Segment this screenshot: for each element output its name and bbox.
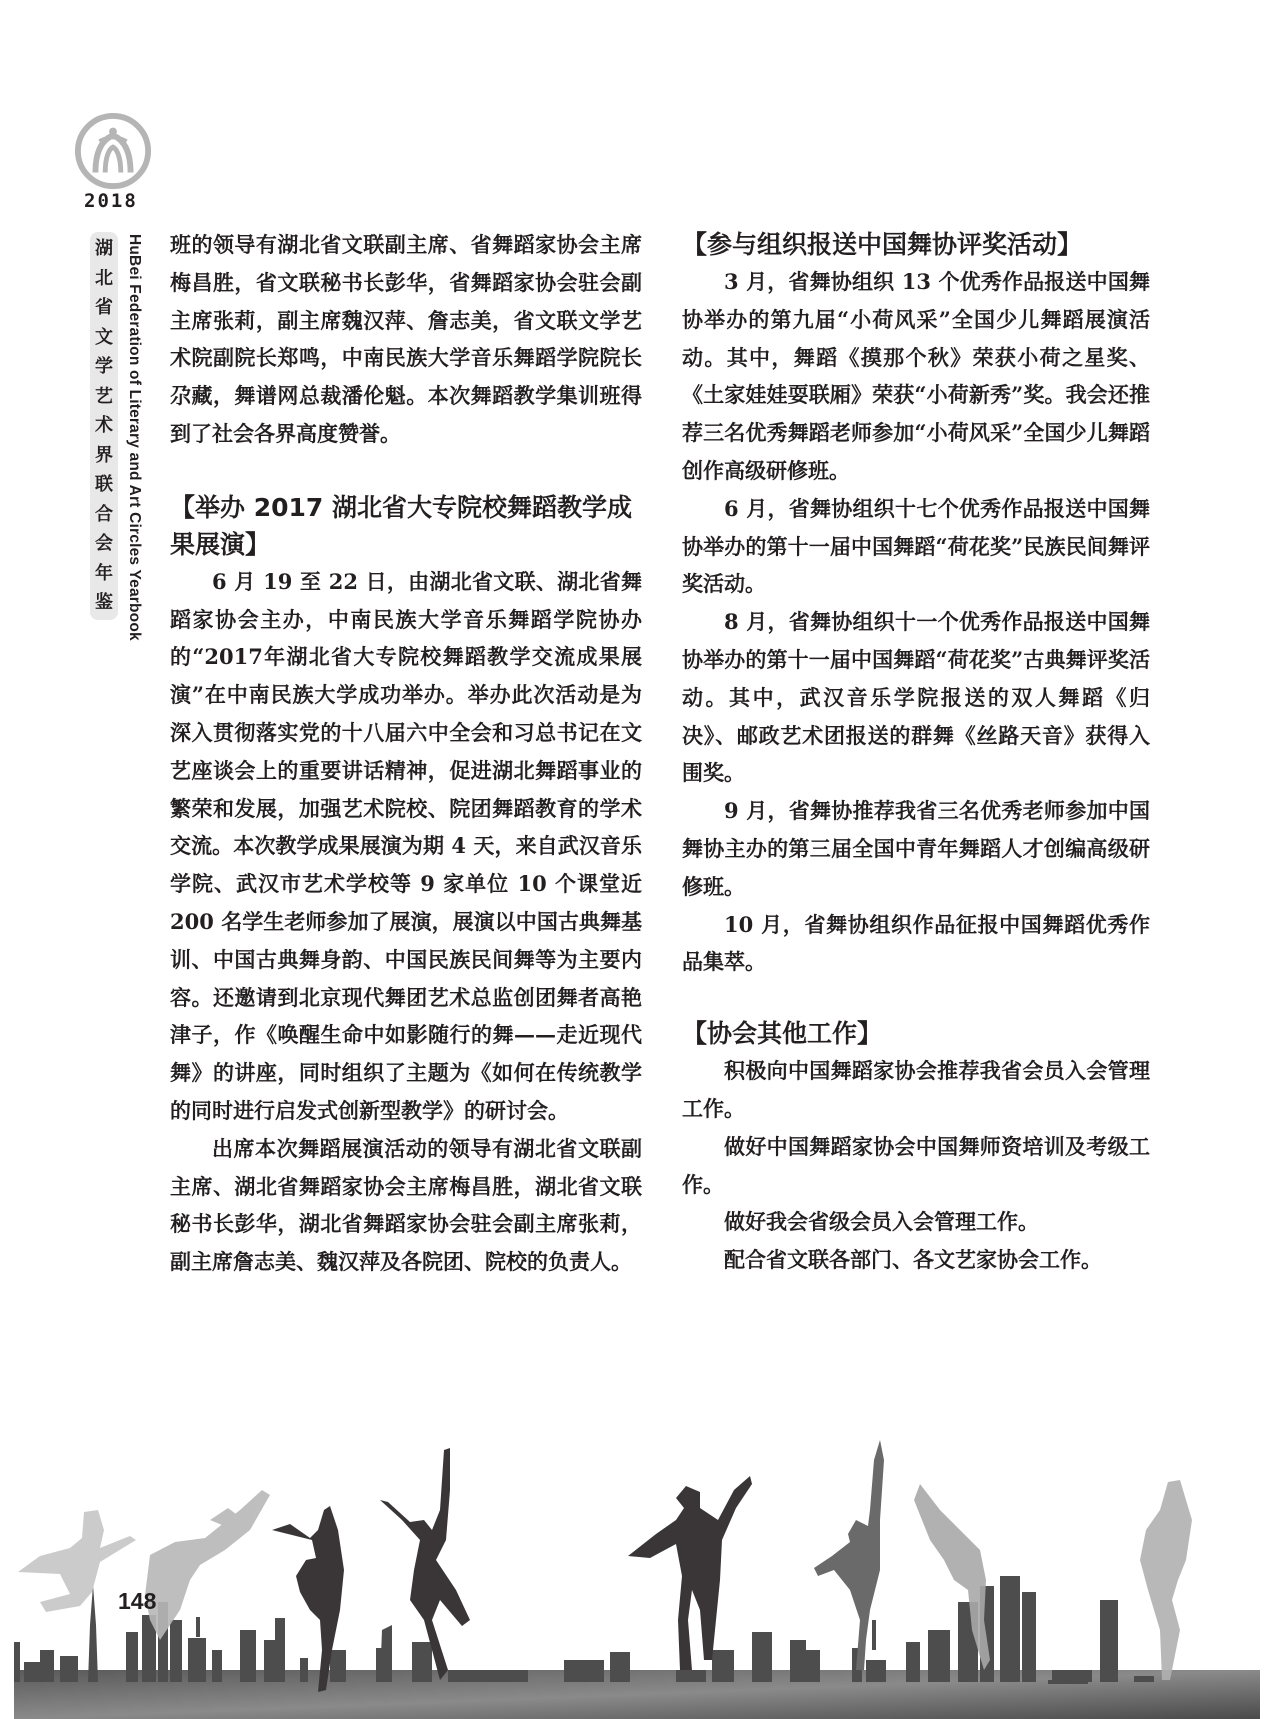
year-label: 2018	[84, 190, 138, 212]
title-char: 界	[95, 444, 113, 466]
body-paragraph: 6 月 19 至 22 日，由湖北省文联、湖北省舞蹈家协会主办，中南民族大学音乐舞蹈学院协办的“2017年湖北省大专院校舞蹈教学交流成果展演”在中南民族大学成功举办。举办此次活动是为深入贯彻落实党的十八届六中全会和习总书记在文艺座谈会上的重要讲话精神，促进湖北舞蹈事业的繁荣和发展，加强艺术院校、院团舞蹈教育的学术交流。本次教学成果展演为期 4 天，来自武汉音乐学院、武汉市艺术学校等 9 家单位 10 个课堂近 200 名学生老师参加了展演，展演以中国古典舞基训、中国古典舞身韵、中国民族民间舞等为主要内容。还邀请到北京现代舞团艺术总监创团舞者高艳津子，作《唤醒生命中如影随行的舞——走近现代舞》的讲座，同时组织了主题为《如何在传统教学的同时进行启发式创新型教学》的研讨会。	[170, 568, 642, 1123]
body-paragraph: 8 月，省舞协组织十一个优秀作品报送中国舞协举办的第十一届中国舞蹈“荷花奖”古典舞评奖活动。其中，武汉音乐学院报送的双人舞蹈《归决》、邮政艺术团报送的群舞《丝路天音》获得入围奖。	[682, 609, 1150, 786]
body-paragraph: 配合省文联各部门、各文艺家协会工作。	[724, 1247, 1102, 1273]
body-paragraph: 做好中国舞蹈家协会中国舞师资培训及考级工作。	[682, 1133, 1150, 1197]
title-char: 湖	[95, 238, 113, 259]
title-char: 术	[95, 415, 113, 436]
title-char: 年	[95, 562, 113, 584]
vertical-title-en: HuBei Federation of Literary and Art Circles Yearbook	[126, 234, 143, 641]
section-heading: 【举办 2017 湖北省大专院校舞蹈教学成果展演】	[170, 492, 632, 559]
title-char: 省	[95, 297, 113, 318]
left-column	[170, 226, 642, 1281]
title-char: 北	[95, 267, 113, 289]
continuation-paragraph: 班的领导有湖北省文联副主席、省舞蹈家协会主席梅昌胜，省文联秘书长彭华，省舞蹈家协会驻会副主席张莉，副主席魏汉萍、詹志美，省文联文学艺术院副院长郑鸣，中南民族大学音乐舞蹈学院院长尕藏，舞谱网总裁潘伦魁。本次舞蹈教学集训班得到了社会各界高度赞誉。	[170, 232, 642, 446]
title-char: 会	[95, 533, 113, 554]
body-paragraph: 10 月，省舞协组织作品征报中国舞蹈优秀作品集萃。	[682, 911, 1150, 975]
body-paragraph: 3 月，省舞协组织 13 个优秀作品报送中国舞协举办的第九届“小荷风采”全国少儿舞蹈展演活动。其中，舞蹈《摸那个秋》荣获小荷之星奖、《土家娃娃耍联厢》荣获“小荷新秀”奖。我会还推荐三名优秀舞蹈老师参加“小荷风采”全国少儿舞蹈创作高级研修班。	[682, 269, 1150, 483]
body-paragraph: 6 月，省舞协组织十七个优秀作品报送中国舞协举办的第十一届中国舞蹈“荷花奖”民族民间舞评奖活动。	[682, 495, 1150, 597]
page-number: 148	[118, 1588, 157, 1614]
title-char: 鉴	[95, 592, 113, 613]
dancers-skyline-illustration	[0, 1380, 1276, 1719]
section-heading: 【参与组织报送中国舞协评奖活动】	[682, 230, 1083, 259]
section-heading: 【协会其他工作】	[682, 1019, 883, 1049]
title-char: 合	[95, 503, 113, 525]
body-paragraph: 出席本次舞蹈展演活动的领导有湖北省文联副主席、湖北省舞蹈家协会主席梅昌胜，湖北省文联秘书长彭华，湖北省舞蹈家协会驻会副主席张莉，副主席詹志美、魏汉萍及各院团、院校的负责人。	[170, 1135, 642, 1275]
body-paragraph: 积极向中国舞蹈家协会推荐我省会员入会管理工作。	[682, 1058, 1150, 1121]
body-paragraph: 做好我会省级会员入会管理工作。	[724, 1209, 1039, 1235]
body-paragraph: 9 月，省舞协推荐我省三名优秀老师参加中国舞协主办的第三届全国中青年舞蹈人才创编高级研修班。	[682, 798, 1150, 899]
right-column	[682, 226, 1150, 1279]
title-char: 艺	[95, 385, 113, 407]
yearbook-emblem-icon	[74, 112, 152, 190]
title-char: 学	[95, 356, 113, 377]
title-char: 文	[95, 326, 113, 348]
vertical-title-cn	[90, 232, 118, 620]
title-char: 联	[95, 474, 113, 495]
